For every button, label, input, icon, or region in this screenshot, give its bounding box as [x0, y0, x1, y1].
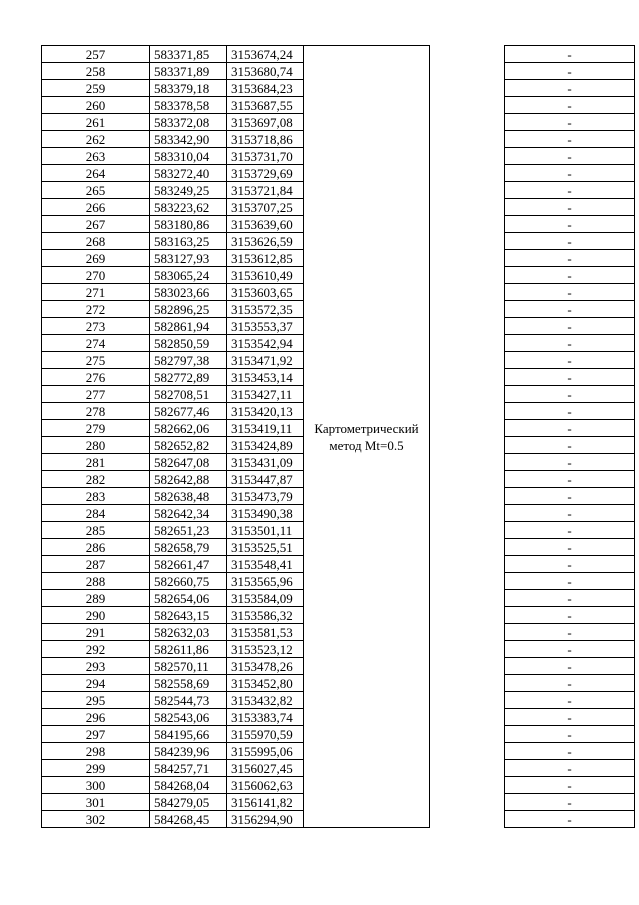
- empty-cell: [430, 97, 505, 114]
- empty-cell: [430, 692, 505, 709]
- y-coordinate-cell: 3153432,82: [227, 692, 304, 709]
- empty-cell: [430, 114, 505, 131]
- empty-cell: [430, 165, 505, 182]
- point-number-cell: 274: [42, 335, 150, 352]
- y-coordinate-cell: 3153542,94: [227, 335, 304, 352]
- point-number-cell: 285: [42, 522, 150, 539]
- x-coordinate-cell: 582654,06: [150, 590, 227, 607]
- x-coordinate-cell: 582647,08: [150, 454, 227, 471]
- value-cell: -: [505, 114, 635, 131]
- empty-cell: [430, 318, 505, 335]
- y-coordinate-cell: 3153447,87: [227, 471, 304, 488]
- x-coordinate-cell: 582642,88: [150, 471, 227, 488]
- value-cell: -: [505, 556, 635, 573]
- empty-cell: [430, 352, 505, 369]
- point-number-cell: 279: [42, 420, 150, 437]
- value-cell: -: [505, 522, 635, 539]
- point-number-cell: 282: [42, 471, 150, 488]
- y-coordinate-cell: 3153419,11: [227, 420, 304, 437]
- value-cell: -: [505, 437, 635, 454]
- point-number-cell: 272: [42, 301, 150, 318]
- value-cell: -: [505, 216, 635, 233]
- empty-cell: [430, 250, 505, 267]
- y-coordinate-cell: 3156027,45: [227, 760, 304, 777]
- value-cell: -: [505, 726, 635, 743]
- y-coordinate-cell: 3153490,38: [227, 505, 304, 522]
- value-cell: -: [505, 471, 635, 488]
- value-cell: -: [505, 301, 635, 318]
- x-coordinate-cell: 582708,51: [150, 386, 227, 403]
- value-cell: -: [505, 335, 635, 352]
- y-coordinate-cell: 3153586,32: [227, 607, 304, 624]
- empty-cell: [430, 573, 505, 590]
- point-number-cell: 290: [42, 607, 150, 624]
- value-cell: -: [505, 199, 635, 216]
- value-cell: -: [505, 590, 635, 607]
- value-cell: -: [505, 250, 635, 267]
- x-coordinate-cell: 584257,71: [150, 760, 227, 777]
- y-coordinate-cell: 3153473,79: [227, 488, 304, 505]
- empty-cell: [430, 199, 505, 216]
- value-cell: -: [505, 505, 635, 522]
- x-coordinate-cell: 584195,66: [150, 726, 227, 743]
- value-cell: -: [505, 658, 635, 675]
- x-coordinate-cell: 584239,96: [150, 743, 227, 760]
- empty-cell: [430, 811, 505, 828]
- x-coordinate-cell: 582661,47: [150, 556, 227, 573]
- empty-cell: [430, 284, 505, 301]
- y-coordinate-cell: 3155995,06: [227, 743, 304, 760]
- y-coordinate-cell: 3156294,90: [227, 811, 304, 828]
- point-number-cell: 297: [42, 726, 150, 743]
- y-coordinate-cell: 3153501,11: [227, 522, 304, 539]
- point-number-cell: 294: [42, 675, 150, 692]
- empty-cell: [430, 216, 505, 233]
- value-cell: -: [505, 573, 635, 590]
- y-coordinate-cell: 3153684,23: [227, 80, 304, 97]
- x-coordinate-cell: 582632,03: [150, 624, 227, 641]
- x-coordinate-cell: 582558,69: [150, 675, 227, 692]
- value-cell: -: [505, 624, 635, 641]
- value-cell: -: [505, 794, 635, 811]
- value-cell: -: [505, 777, 635, 794]
- coordinates-table: [41, 45, 635, 828]
- empty-cell: [430, 675, 505, 692]
- value-cell: -: [505, 284, 635, 301]
- y-coordinate-cell: 3156141,82: [227, 794, 304, 811]
- empty-cell: [430, 420, 505, 437]
- x-coordinate-cell: 583310,04: [150, 148, 227, 165]
- x-coordinate-cell: 583023,66: [150, 284, 227, 301]
- x-coordinate-cell: 583249,25: [150, 182, 227, 199]
- empty-cell: [430, 760, 505, 777]
- x-coordinate-cell: 582658,79: [150, 539, 227, 556]
- empty-cell: [430, 505, 505, 522]
- empty-cell: [430, 488, 505, 505]
- x-coordinate-cell: 582642,34: [150, 505, 227, 522]
- point-number-cell: 275: [42, 352, 150, 369]
- empty-cell: [430, 471, 505, 488]
- x-coordinate-cell: 584279,05: [150, 794, 227, 811]
- value-cell: -: [505, 454, 635, 471]
- value-cell: -: [505, 488, 635, 505]
- point-number-cell: 286: [42, 539, 150, 556]
- empty-cell: [430, 658, 505, 675]
- x-coordinate-cell: 584268,45: [150, 811, 227, 828]
- point-number-cell: 262: [42, 131, 150, 148]
- point-number-cell: 277: [42, 386, 150, 403]
- value-cell: -: [505, 369, 635, 386]
- y-coordinate-cell: 3153697,08: [227, 114, 304, 131]
- value-cell: -: [505, 743, 635, 760]
- y-coordinate-cell: 3153572,35: [227, 301, 304, 318]
- y-coordinate-cell: 3153553,37: [227, 318, 304, 335]
- point-number-cell: 288: [42, 573, 150, 590]
- point-number-cell: 268: [42, 233, 150, 250]
- method-cell: [304, 46, 430, 828]
- value-cell: -: [505, 318, 635, 335]
- point-number-cell: 296: [42, 709, 150, 726]
- y-coordinate-cell: 3155970,59: [227, 726, 304, 743]
- x-coordinate-cell: 582643,15: [150, 607, 227, 624]
- x-coordinate-cell: 582543,06: [150, 709, 227, 726]
- empty-cell: [430, 386, 505, 403]
- x-coordinate-cell: 582651,23: [150, 522, 227, 539]
- empty-cell: [430, 148, 505, 165]
- point-number-cell: 299: [42, 760, 150, 777]
- empty-cell: [430, 607, 505, 624]
- y-coordinate-cell: 3153603,65: [227, 284, 304, 301]
- x-coordinate-cell: 583272,40: [150, 165, 227, 182]
- empty-cell: [430, 743, 505, 760]
- value-cell: -: [505, 46, 635, 63]
- point-number-cell: 259: [42, 80, 150, 97]
- point-number-cell: 280: [42, 437, 150, 454]
- point-number-cell: 283: [42, 488, 150, 505]
- point-number-cell: 298: [42, 743, 150, 760]
- value-cell: -: [505, 420, 635, 437]
- value-cell: -: [505, 97, 635, 114]
- point-number-cell: 271: [42, 284, 150, 301]
- value-cell: -: [505, 539, 635, 556]
- x-coordinate-cell: 582638,48: [150, 488, 227, 505]
- empty-cell: [430, 80, 505, 97]
- value-cell: -: [505, 233, 635, 250]
- value-cell: -: [505, 675, 635, 692]
- point-number-cell: 266: [42, 199, 150, 216]
- empty-cell: [430, 335, 505, 352]
- point-number-cell: 295: [42, 692, 150, 709]
- point-number-cell: 264: [42, 165, 150, 182]
- point-number-cell: 276: [42, 369, 150, 386]
- x-coordinate-cell: 582652,82: [150, 437, 227, 454]
- empty-cell: [430, 522, 505, 539]
- value-cell: -: [505, 760, 635, 777]
- y-coordinate-cell: 3153729,69: [227, 165, 304, 182]
- x-coordinate-cell: 582677,46: [150, 403, 227, 420]
- x-coordinate-cell: 583342,90: [150, 131, 227, 148]
- point-number-cell: 292: [42, 641, 150, 658]
- y-coordinate-cell: 3153383,74: [227, 709, 304, 726]
- point-number-cell: 302: [42, 811, 150, 828]
- y-coordinate-cell: 3153610,49: [227, 267, 304, 284]
- y-coordinate-cell: 3153420,13: [227, 403, 304, 420]
- y-coordinate-cell: 3156062,63: [227, 777, 304, 794]
- value-cell: -: [505, 80, 635, 97]
- point-number-cell: 293: [42, 658, 150, 675]
- empty-cell: [430, 556, 505, 573]
- point-number-cell: 269: [42, 250, 150, 267]
- empty-cell: [430, 63, 505, 80]
- x-coordinate-cell: 582570,11: [150, 658, 227, 675]
- empty-cell: [430, 726, 505, 743]
- x-coordinate-cell: 583223,62: [150, 199, 227, 216]
- value-cell: -: [505, 709, 635, 726]
- empty-cell: [430, 182, 505, 199]
- value-cell: -: [505, 403, 635, 420]
- y-coordinate-cell: 3153680,74: [227, 63, 304, 80]
- x-coordinate-cell: 582797,38: [150, 352, 227, 369]
- table-row: [42, 46, 635, 63]
- x-coordinate-cell: 583065,24: [150, 267, 227, 284]
- y-coordinate-cell: 3153525,51: [227, 539, 304, 556]
- point-number-cell: 257: [42, 46, 150, 63]
- point-number-cell: 263: [42, 148, 150, 165]
- empty-cell: [430, 233, 505, 250]
- point-number-cell: 301: [42, 794, 150, 811]
- y-coordinate-cell: 3153565,96: [227, 573, 304, 590]
- empty-cell: [430, 794, 505, 811]
- point-number-cell: 281: [42, 454, 150, 471]
- y-coordinate-cell: 3153626,59: [227, 233, 304, 250]
- empty-cell: [430, 454, 505, 471]
- value-cell: -: [505, 352, 635, 369]
- value-cell: -: [505, 63, 635, 80]
- x-coordinate-cell: 583163,25: [150, 233, 227, 250]
- x-coordinate-cell: 583371,89: [150, 63, 227, 80]
- method-name: Картометрический: [314, 420, 419, 436]
- point-number-cell: 261: [42, 114, 150, 131]
- x-coordinate-cell: 583379,18: [150, 80, 227, 97]
- empty-cell: [430, 641, 505, 658]
- value-cell: -: [505, 267, 635, 284]
- point-number-cell: 291: [42, 624, 150, 641]
- y-coordinate-cell: 3153478,26: [227, 658, 304, 675]
- x-coordinate-cell: 582772,89: [150, 369, 227, 386]
- y-coordinate-cell: 3153707,25: [227, 199, 304, 216]
- empty-cell: [430, 709, 505, 726]
- y-coordinate-cell: 3153612,85: [227, 250, 304, 267]
- value-cell: -: [505, 641, 635, 658]
- empty-cell: [430, 624, 505, 641]
- value-cell: -: [505, 607, 635, 624]
- x-coordinate-cell: 582544,73: [150, 692, 227, 709]
- point-number-cell: 265: [42, 182, 150, 199]
- value-cell: -: [505, 182, 635, 199]
- point-number-cell: 287: [42, 556, 150, 573]
- point-number-cell: 300: [42, 777, 150, 794]
- value-cell: -: [505, 131, 635, 148]
- y-coordinate-cell: 3153431,09: [227, 454, 304, 471]
- empty-cell: [430, 267, 505, 284]
- x-coordinate-cell: 583371,85: [150, 46, 227, 63]
- empty-cell: [430, 131, 505, 148]
- value-cell: -: [505, 811, 635, 828]
- y-coordinate-cell: 3153731,70: [227, 148, 304, 165]
- empty-cell: [430, 777, 505, 794]
- empty-cell: [430, 369, 505, 386]
- point-number-cell: 273: [42, 318, 150, 335]
- y-coordinate-cell: 3153718,86: [227, 131, 304, 148]
- empty-cell: [430, 539, 505, 556]
- x-coordinate-cell: 583127,93: [150, 250, 227, 267]
- x-coordinate-cell: 582896,25: [150, 301, 227, 318]
- y-coordinate-cell: 3153639,60: [227, 216, 304, 233]
- empty-cell: [430, 301, 505, 318]
- value-cell: -: [505, 386, 635, 403]
- y-coordinate-cell: 3153721,84: [227, 182, 304, 199]
- y-coordinate-cell: 3153581,53: [227, 624, 304, 641]
- point-number-cell: 267: [42, 216, 150, 233]
- method-accuracy: метод Mt=0.5: [329, 437, 404, 453]
- x-coordinate-cell: 582850,59: [150, 335, 227, 352]
- y-coordinate-cell: 3153584,09: [227, 590, 304, 607]
- y-coordinate-cell: 3153687,55: [227, 97, 304, 114]
- x-coordinate-cell: 582861,94: [150, 318, 227, 335]
- x-coordinate-cell: 582662,06: [150, 420, 227, 437]
- coordinates-table-body: [42, 46, 635, 828]
- y-coordinate-cell: 3153453,14: [227, 369, 304, 386]
- point-number-cell: 284: [42, 505, 150, 522]
- empty-cell: [430, 46, 505, 63]
- point-number-cell: 270: [42, 267, 150, 284]
- x-coordinate-cell: 582611,86: [150, 641, 227, 658]
- y-coordinate-cell: 3153471,92: [227, 352, 304, 369]
- point-number-cell: 278: [42, 403, 150, 420]
- empty-cell: [430, 403, 505, 420]
- value-cell: -: [505, 148, 635, 165]
- y-coordinate-cell: 3153424,89: [227, 437, 304, 454]
- x-coordinate-cell: 583378,58: [150, 97, 227, 114]
- x-coordinate-cell: 583180,86: [150, 216, 227, 233]
- y-coordinate-cell: 3153427,11: [227, 386, 304, 403]
- y-coordinate-cell: 3153548,41: [227, 556, 304, 573]
- point-number-cell: 258: [42, 63, 150, 80]
- value-cell: -: [505, 165, 635, 182]
- empty-cell: [430, 590, 505, 607]
- y-coordinate-cell: 3153523,12: [227, 641, 304, 658]
- x-coordinate-cell: 582660,75: [150, 573, 227, 590]
- y-coordinate-cell: 3153674,24: [227, 46, 304, 63]
- empty-cell: [430, 437, 505, 454]
- value-cell: -: [505, 692, 635, 709]
- x-coordinate-cell: 584268,04: [150, 777, 227, 794]
- point-number-cell: 289: [42, 590, 150, 607]
- y-coordinate-cell: 3153452,80: [227, 675, 304, 692]
- x-coordinate-cell: 583372,08: [150, 114, 227, 131]
- point-number-cell: 260: [42, 97, 150, 114]
